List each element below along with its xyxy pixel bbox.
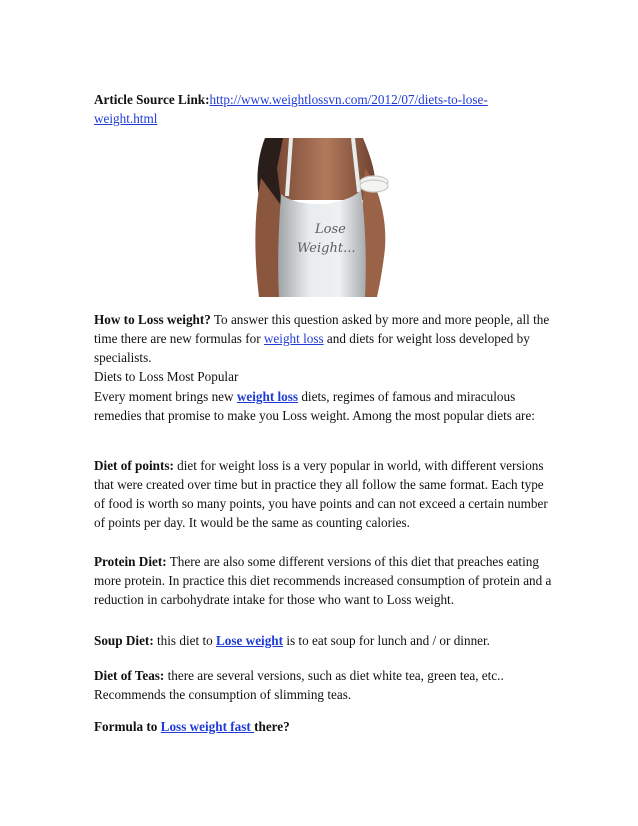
article-source xyxy=(94,90,554,128)
soup-diet-heading: Soup Diet: xyxy=(94,633,154,648)
source-url-line2: weight.html xyxy=(94,111,158,126)
intro-paragraph: How to Loss weight? To answer this question asked by more and more people, all the time there are new formulas for weight loss and diets for weight loss developed by specialists. Diets to Loss Most Popular xyxy=(94,312,550,384)
intro-subtitle: Diets to Loss Most Popular xyxy=(94,369,239,384)
diet-of-teas-heading: Diet of Teas: xyxy=(94,668,165,683)
woman-tank-top-image xyxy=(247,138,399,297)
shirt-text-line2: Weight... xyxy=(297,241,356,256)
protein-diet-heading: Protein Diet: xyxy=(94,554,167,569)
popular-diets-paragraph: Every moment brings new weight loss diets, regimes of famous and miraculous remedies that promise to make you Loss weight. Among the most popular diets are: xyxy=(94,389,535,423)
weight-loss-photo xyxy=(247,138,399,297)
protein-diet-paragraph: Protein Diet: There are also some different versions of this diet that preaches eating more protein. In practice this diet recommends increased consumption of protein and a reduction in carbohydrate intake for those who want to Loss weight. xyxy=(94,554,552,607)
weight-loss-link-1[interactable]: weight loss xyxy=(263,331,324,346)
lose-weight-link[interactable]: Lose weight xyxy=(216,633,284,648)
intro-heading: How to Loss weight? xyxy=(94,312,211,327)
weight-loss-link-2[interactable]: weight loss xyxy=(236,389,299,404)
diet-of-teas-paragraph: Diet of Teas: there are several versions, such as diet white tea, green tea, etc.. Recommends the consumption of slimming teas. xyxy=(94,668,504,702)
soup-diet-paragraph: Soup Diet: this diet to Lose weight is to eat soup for lunch and / or dinner. xyxy=(94,633,490,648)
shirt-text-line1: Lose xyxy=(315,222,346,237)
diet-of-points-paragraph: Diet of points: diet for weight loss is a very popular in world, with different versions that were created over time but in practice they all follow the same format. Each type of food is worth so many points, you have points and can not exceed a certain number of points per day. It would be the same as counting calories. xyxy=(94,458,548,530)
source-url-line1: http://www.weightlossvn.com/2012/07/diets-to-lose- xyxy=(209,92,488,107)
source-label: Article Source Link: xyxy=(94,92,210,107)
diet-of-points-heading: Diet of points: xyxy=(94,458,174,473)
formula-paragraph: Formula to Loss weight fast there? xyxy=(94,719,290,734)
loss-weight-fast-link[interactable]: Loss weight fast xyxy=(160,719,255,734)
